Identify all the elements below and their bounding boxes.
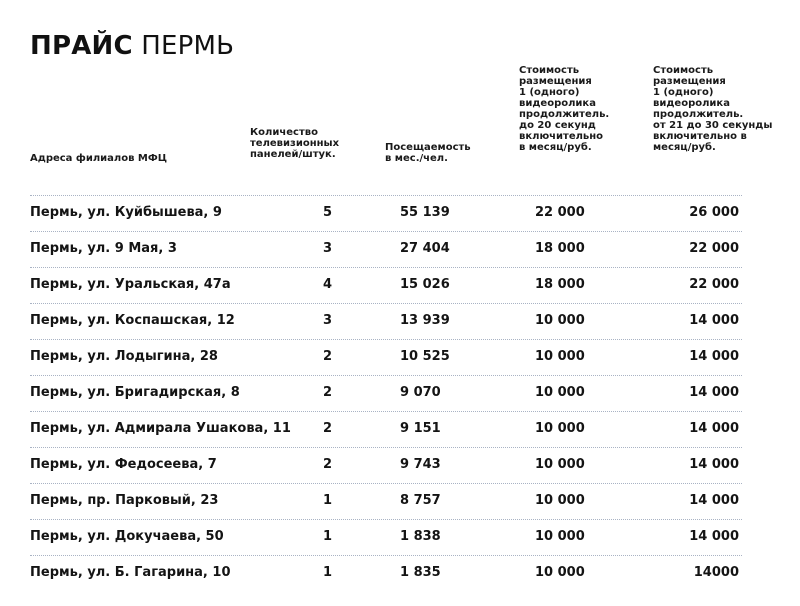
cell-visits: 9 070 xyxy=(400,385,441,400)
cell-visits: 27 404 xyxy=(400,241,450,256)
cell-address: Пермь, пр. Парковый, 23 xyxy=(30,493,219,508)
page-title xyxy=(30,30,234,62)
column-header-cost-20s: Стоимость размещения 1 (одного) видеоролика продолжитель. до 20 секунд включительно в месяц/руб. xyxy=(519,65,610,153)
cell-panels: 3 xyxy=(323,241,333,256)
cell-cost-30s: 22 000 xyxy=(689,277,739,292)
title-bold: ПРАЙС xyxy=(30,31,133,61)
cell-cost-30s: 14 000 xyxy=(689,493,739,508)
cell-panels: 2 xyxy=(323,457,333,472)
cell-cost-20s: 10 000 xyxy=(535,313,585,328)
cell-visits: 1 835 xyxy=(400,565,441,580)
cell-visits: 1 838 xyxy=(400,529,441,544)
cell-address: Пермь, ул. Коспашская, 12 xyxy=(30,313,235,328)
cell-cost-20s: 10 000 xyxy=(535,493,585,508)
cell-cost-20s: 18 000 xyxy=(535,277,585,292)
cell-cost-20s: 22 000 xyxy=(535,205,585,220)
cell-panels: 1 xyxy=(323,493,333,508)
cell-cost-30s: 22 000 xyxy=(689,241,739,256)
cell-panels: 2 xyxy=(323,421,333,436)
cell-address: Пермь, ул. Бригадирская, 8 xyxy=(30,385,240,400)
cell-visits: 9 151 xyxy=(400,421,441,436)
cell-address: Пермь, ул. Адмирала Ушакова, 11 xyxy=(30,421,291,436)
column-header-cost-30s: Стоимость размещения 1 (одного) видеоролика продолжитель. от 21 до 30 секунды включительно в месяц/руб. xyxy=(653,65,773,153)
cell-cost-30s: 26 000 xyxy=(689,205,739,220)
cell-panels: 5 xyxy=(323,205,333,220)
cell-cost-30s: 14000 xyxy=(693,565,739,580)
cell-panels: 1 xyxy=(323,565,333,580)
cell-cost-20s: 10 000 xyxy=(535,529,585,544)
title-city: ПЕРМЬ xyxy=(141,31,235,61)
table-row xyxy=(30,483,742,519)
table-row xyxy=(30,195,742,231)
cell-cost-20s: 10 000 xyxy=(535,565,585,580)
cell-address: Пермь, ул. 9 Мая, 3 xyxy=(30,241,177,256)
column-header-panels: Количество телевизионных панелей/штук. xyxy=(250,127,340,160)
column-header-visits: Посещаемость в мес./чел. xyxy=(385,142,471,164)
cell-address: Пермь, ул. Лодыгина, 28 xyxy=(30,349,218,364)
table-row xyxy=(30,303,742,339)
table-row xyxy=(30,231,742,267)
cell-visits: 10 525 xyxy=(400,349,450,364)
table-row xyxy=(30,411,742,447)
cell-panels: 4 xyxy=(323,277,333,292)
cell-visits: 13 939 xyxy=(400,313,450,328)
table-row xyxy=(30,447,742,483)
cell-cost-30s: 14 000 xyxy=(689,457,739,472)
cell-panels: 3 xyxy=(323,313,333,328)
cell-address: Пермь, ул. Б. Гагарина, 10 xyxy=(30,565,231,580)
cell-address: Пермь, ул. Докучаева, 50 xyxy=(30,529,224,544)
cell-address: Пермь, ул. Куйбышева, 9 xyxy=(30,205,222,220)
table-row xyxy=(30,555,742,591)
price-table xyxy=(30,195,742,591)
cell-cost-20s: 18 000 xyxy=(535,241,585,256)
cell-panels: 1 xyxy=(323,529,333,544)
cell-cost-30s: 14 000 xyxy=(689,529,739,544)
table-row xyxy=(30,375,742,411)
cell-address: Пермь, ул. Федосеева, 7 xyxy=(30,457,217,472)
cell-cost-20s: 10 000 xyxy=(535,349,585,364)
cell-address: Пермь, ул. Уральская, 47а xyxy=(30,277,231,292)
cell-cost-30s: 14 000 xyxy=(689,421,739,436)
cell-cost-30s: 14 000 xyxy=(689,349,739,364)
cell-visits: 55 139 xyxy=(400,205,450,220)
cell-cost-30s: 14 000 xyxy=(689,385,739,400)
table-row xyxy=(30,267,742,303)
table-row xyxy=(30,339,742,375)
cell-cost-30s: 14 000 xyxy=(689,313,739,328)
cell-cost-20s: 10 000 xyxy=(535,457,585,472)
cell-visits: 8 757 xyxy=(400,493,441,508)
cell-cost-20s: 10 000 xyxy=(535,421,585,436)
cell-visits: 15 026 xyxy=(400,277,450,292)
cell-panels: 2 xyxy=(323,385,333,400)
cell-cost-20s: 10 000 xyxy=(535,385,585,400)
column-header-address: Адреса филиалов МФЦ xyxy=(30,153,168,164)
cell-panels: 2 xyxy=(323,349,333,364)
table-row xyxy=(30,519,742,555)
cell-visits: 9 743 xyxy=(400,457,441,472)
